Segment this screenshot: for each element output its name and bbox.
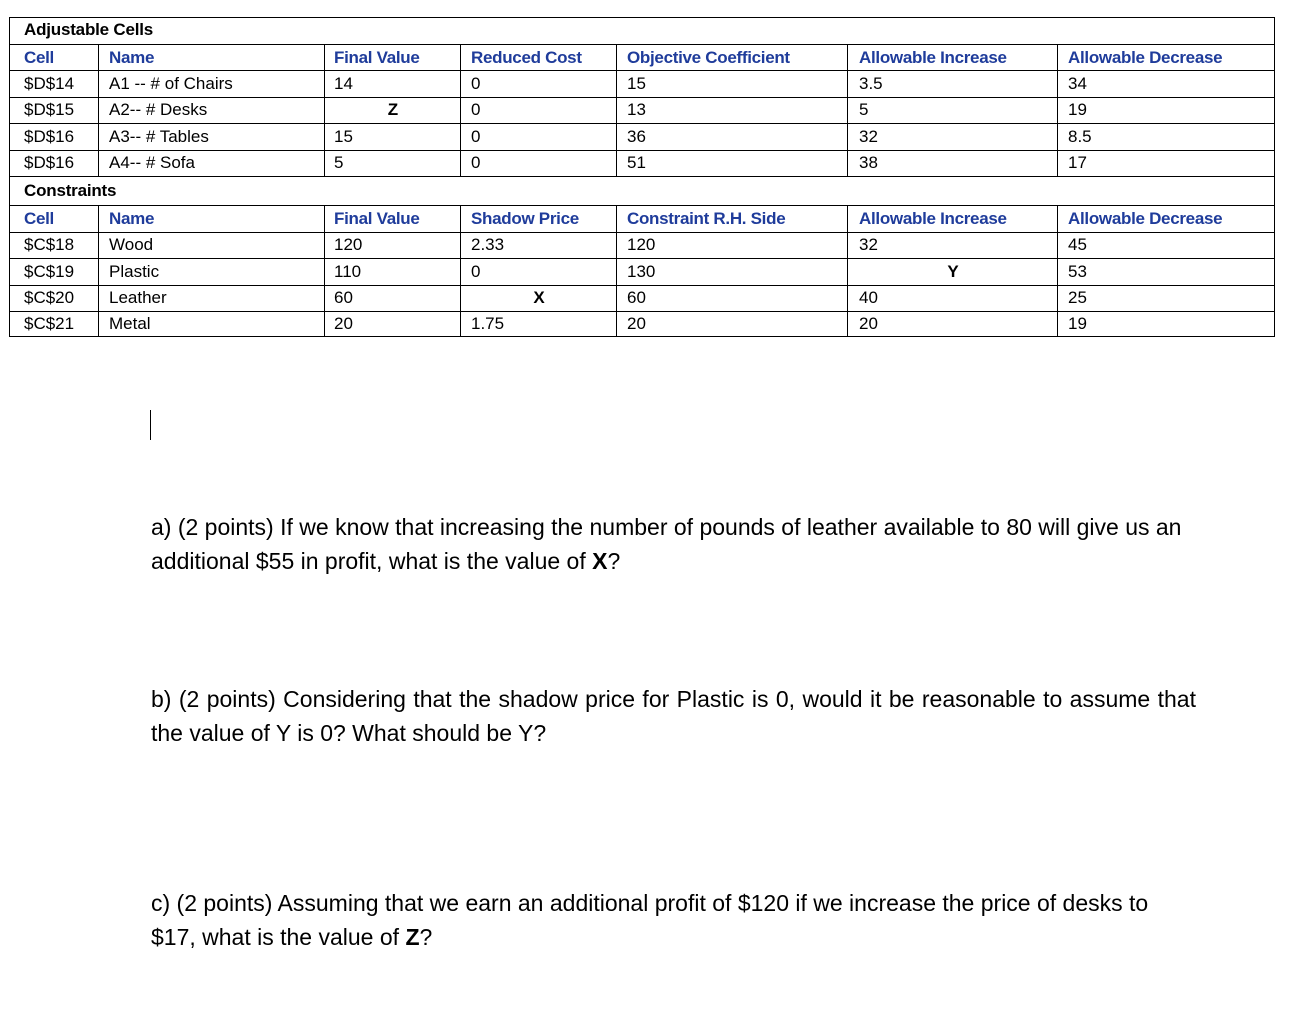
sensitivity-report-table [9,17,1275,337]
question-a-variable: X [592,548,608,574]
final-value: 120 [334,235,363,254]
allowable-increase: 38 [859,153,878,172]
question-a [151,510,1196,578]
cell-address: $C$19 [24,262,75,281]
objective-coefficient: 13 [627,100,646,119]
allowable-decrease: 53 [1068,262,1087,281]
final-value: 5 [334,153,344,172]
allowable-increase: 3.5 [859,74,883,93]
final-value: 60 [334,288,353,307]
final-value: 14 [334,74,353,93]
constraint-rhs: 60 [627,288,646,307]
constraint-rhs: 20 [627,314,646,333]
allowable-increase: 32 [859,235,878,254]
allowable-increase: 5 [859,100,869,119]
reduced-cost: 0 [471,74,481,93]
constraints-title: Constraints [24,181,117,200]
objective-coefficient: 51 [627,153,646,172]
final-value: 15 [334,127,353,146]
allowable-increase: 20 [859,314,878,333]
reduced-cost: 0 [471,153,481,172]
cell-name: A1 -- # of Chairs [109,74,233,93]
header-objective-coefficient: Objective Coefficient [627,48,790,67]
header-constraint-rhs: Constraint R.H. Side [627,209,786,228]
cell-address: $D$16 [24,127,75,146]
text-cursor[interactable] [150,410,151,440]
table-row [10,259,1274,285]
shadow-price-unknown-x: X [533,288,545,307]
cell-name: A3-- # Tables [109,127,209,146]
shadow-price: 0 [471,262,481,281]
table-row [10,71,1274,97]
question-b: b) (2 points) Considering that the shadow price for Plastic is 0, would it be reasonable to assume that the value of Y is 0? What should be Y? [151,686,1196,746]
question-c-variable: Z [405,924,420,950]
adjustable-cells-title: Adjustable Cells [24,20,154,39]
header-name: Name [109,209,155,228]
reduced-cost: 0 [471,100,481,119]
allowable-increase-unknown-y: Y [947,262,959,281]
question-a-text: a) (2 points) If we know that increasing the number of pounds of leather available to 80 will give us an additional $55 in profit, what is the value of [151,514,1182,574]
adjustable-header-row [10,45,1274,71]
cell-address: $D$14 [24,74,75,93]
allowable-decrease: 25 [1068,288,1087,307]
cell-name: Wood [109,235,154,254]
row-divider [10,176,1274,177]
cell-name: Metal [109,314,151,333]
cell-address: $C$20 [24,288,75,307]
header-name: Name [109,48,155,67]
allowable-decrease: 19 [1068,100,1087,119]
header-final-value: Final Value [334,48,420,67]
cell-name: A2-- # Desks [109,100,208,119]
question-c-end: ? [419,924,433,950]
final-value-unknown-z: Z [387,100,399,119]
cell-address: $C$21 [24,314,75,333]
table-row [10,150,1274,176]
shadow-price: 2.33 [471,235,505,254]
header-shadow-price: Shadow Price [471,209,579,228]
header-allowable-decrease: Allowable Decrease [1068,48,1223,67]
cell-address: $D$16 [24,153,75,172]
question-a-end: ? [607,548,621,574]
header-final-value: Final Value [334,209,420,228]
objective-coefficient: 15 [627,74,646,93]
header-allowable-decrease: Allowable Decrease [1068,209,1223,228]
header-cell: Cell [24,209,54,228]
allowable-decrease: 8.5 [1068,127,1092,146]
allowable-decrease: 19 [1068,314,1087,333]
header-allowable-increase: Allowable Increase [859,48,1007,67]
allowable-decrease: 34 [1068,74,1087,93]
table-row [10,285,1274,311]
allowable-increase: 32 [859,127,878,146]
cell-name: Leather [109,288,167,307]
final-value: 20 [334,314,353,333]
constraint-rhs: 130 [627,262,656,281]
constraint-rhs: 120 [627,235,656,254]
question-c-text: c) (2 points) Assuming that we earn an additional profit of $120 if we increase the price of desks to $17, what is the value of [151,890,1149,950]
cell-name: Plastic [109,262,160,281]
cell-address: $C$18 [24,235,75,254]
final-value: 110 [334,262,362,281]
table-row [10,97,1274,123]
allowable-decrease: 17 [1068,153,1087,172]
header-allowable-increase: Allowable Increase [859,209,1007,228]
header-cell: Cell [24,48,54,67]
allowable-decrease: 45 [1068,235,1087,254]
objective-coefficient: 36 [627,127,646,146]
question-c [151,886,1196,954]
constraints-header-row [10,206,1274,232]
allowable-increase: 40 [859,288,878,307]
reduced-cost: 0 [471,127,481,146]
cell-address: $D$15 [24,100,75,119]
table-row [10,232,1274,258]
header-reduced-cost: Reduced Cost [471,48,582,67]
table-row [10,124,1274,150]
table-row [10,311,1274,337]
cell-name: A4-- # Sofa [109,153,195,172]
shadow-price: 1.75 [471,314,505,333]
